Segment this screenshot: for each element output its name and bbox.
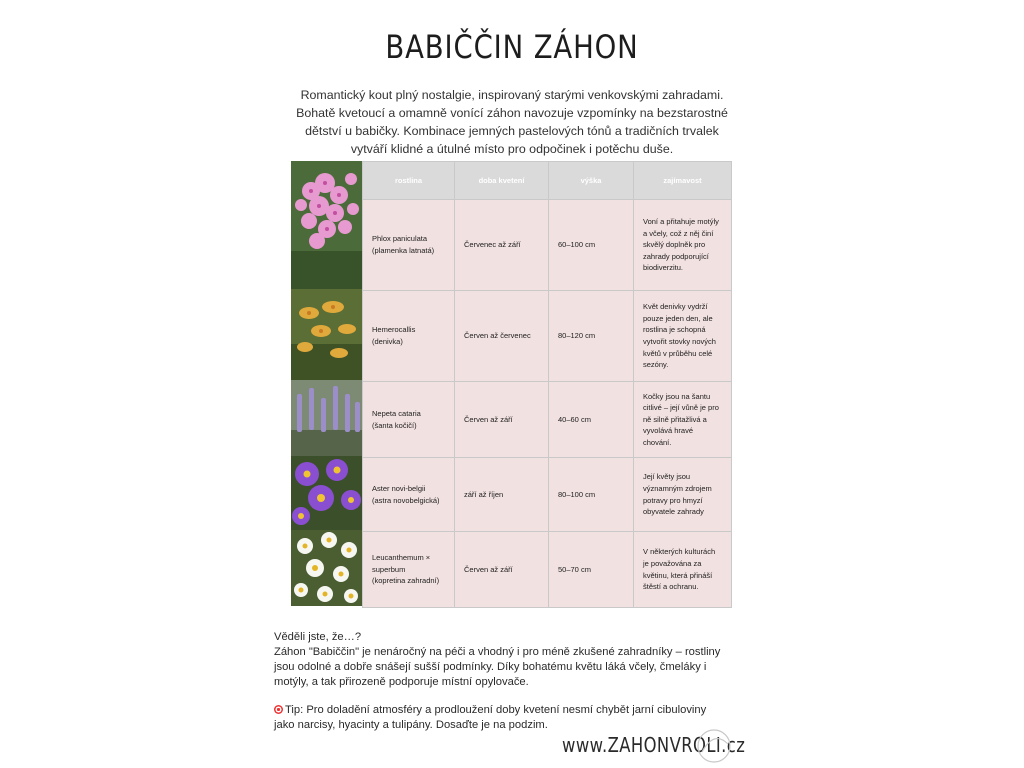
cell-bloom: Červen až září bbox=[455, 382, 549, 458]
swirl-logo-icon bbox=[694, 726, 734, 766]
cell-plant: Leucanthemum × superbum (kopretina zahradní) bbox=[363, 532, 455, 608]
cell-bloom: Červenec až září bbox=[455, 200, 549, 291]
table-header-row bbox=[363, 162, 732, 200]
did-you-know-heading: Věděli jste, že…? bbox=[274, 631, 362, 643]
cell-height: 50–70 cm bbox=[549, 532, 634, 608]
header-height: výška bbox=[549, 162, 634, 200]
table-row bbox=[363, 382, 732, 458]
cell-note: Kočky jsou na šantu citlivé – její vůně je pro ně silně přitažlivá a vyvolává hravé chování. bbox=[634, 382, 732, 458]
intro-text bbox=[272, 86, 752, 158]
cell-bloom: září až říjen bbox=[455, 458, 549, 532]
plant-photos bbox=[291, 161, 362, 606]
page-title: BABIČČIN ZÁHON bbox=[385, 28, 639, 66]
cell-note: Její květy jsou významným zdrojem potravy pro hmyzí obyvatele zahrady bbox=[634, 458, 732, 532]
phlox-photo bbox=[291, 161, 362, 289]
table-row bbox=[363, 200, 732, 291]
header-plant: rostlina bbox=[363, 162, 455, 200]
did-you-know-line: motýly, a tak přirozeně podporuje místní opylovače. bbox=[274, 676, 529, 688]
cell-plant: Phlox paniculata (plamenka latnatá) bbox=[363, 200, 455, 291]
intro-line: vytváří klidné a útulné místo pro odpočinek i potěchu duše. bbox=[350, 142, 674, 156]
cell-height: 60–100 cm bbox=[549, 200, 634, 291]
leucanthemum-photo bbox=[291, 530, 362, 606]
plants-table bbox=[362, 161, 732, 608]
cell-note: V některých kulturách je považována za květinu, která přináší štěstí a ochranu. bbox=[634, 532, 732, 608]
header-bloom: doba kvetení bbox=[455, 162, 549, 200]
info-section bbox=[274, 630, 774, 733]
header-note: zajímavost bbox=[634, 162, 732, 200]
intro-line: dětství u babičky. Kombinace jemných pastelových tónů a tradičních trvalek bbox=[305, 124, 719, 138]
target-icon bbox=[274, 705, 283, 714]
tip-line bbox=[274, 703, 774, 718]
table-row bbox=[363, 532, 732, 608]
did-you-know-line: Záhon "Babiččin" je nenáročný na péči a vhodný i pro méně zkušené zahradníky – rostliny bbox=[274, 646, 721, 658]
cell-plant: Hemerocallis (denivka) bbox=[363, 291, 455, 382]
cell-bloom: Červen až červenec bbox=[455, 291, 549, 382]
hemerocallis-photo bbox=[291, 289, 362, 380]
cell-note: Voní a přitahuje motýly a včely, což z něj činí skvělý doplněk pro zahrady podporující biodiverzitu. bbox=[634, 200, 732, 291]
tip-line: jako narcisy, hyacinty a tulipány. Dosaďte je na podzim. bbox=[274, 719, 548, 731]
cell-bloom: Červen až září bbox=[455, 532, 549, 608]
cell-height: 80–100 cm bbox=[549, 458, 634, 532]
tip-text: Tip: Pro doladění atmosféry a prodloužení doby kvetení nesmí chybět jarní cibuloviny bbox=[285, 704, 707, 716]
cell-height: 80–120 cm bbox=[549, 291, 634, 382]
table-row bbox=[363, 458, 732, 532]
nepeta-photo bbox=[291, 380, 362, 456]
did-you-know-line: jsou odolné a dobře snášejí sušší podmínky. Díky bohatému květu láká včely, čmeláky i bbox=[274, 661, 707, 673]
intro-line: Bohatě kvetoucí a omamně vonící záhon navozuje vzpomínky na bezstarostné bbox=[296, 106, 728, 120]
cell-height: 40–60 cm bbox=[549, 382, 634, 458]
cell-plant: Aster novi-belgii (astra novobelgická) bbox=[363, 458, 455, 532]
aster-photo bbox=[291, 456, 362, 530]
cell-plant: Nepeta cataria (šanta kočičí) bbox=[363, 382, 455, 458]
table-row bbox=[363, 291, 732, 382]
cell-note: Květ denivky vydrží pouze jeden den, ale rostlina je schopná vytvořit stovky nových květů v průběhu celé sezóny. bbox=[634, 291, 732, 382]
intro-line: Romantický kout plný nostalgie, inspirovaný starými venkovskými zahradami. bbox=[300, 88, 724, 102]
website-link[interactable]: www.ZAHONVROLI.cz bbox=[562, 733, 746, 757]
